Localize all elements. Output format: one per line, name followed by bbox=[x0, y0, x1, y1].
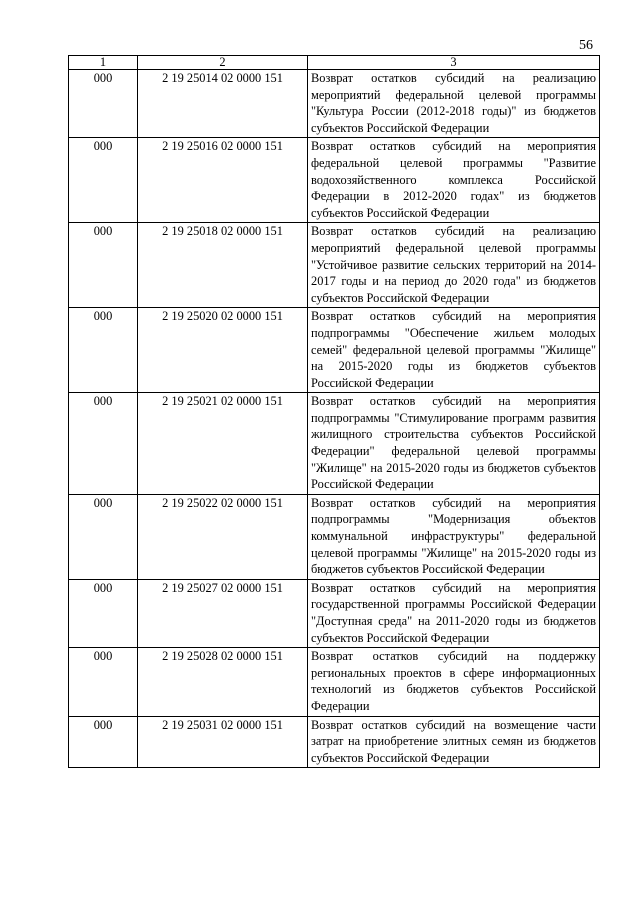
table-row bbox=[69, 393, 600, 495]
column-header-1: 1 bbox=[69, 56, 138, 70]
table-row bbox=[69, 308, 600, 393]
income-name-cell: Возврат остатков субсидий на реализацию мероприятий федеральной целевой программы "Устойчивое развитие сельских территорий на 2014-2017 годы и на период до 2020 года" из бюджетов субъектов Российской Федерации bbox=[308, 223, 600, 308]
income-name-cell: Возврат остатков субсидий на возмещение части затрат на приобретение элитных семян из бюджетов субъектов Российской Федерации bbox=[308, 716, 600, 768]
admin-code-cell: 000 bbox=[69, 648, 138, 716]
admin-code-cell: 000 bbox=[69, 579, 138, 647]
classification-code-cell: 2 19 25020 02 0000 151 bbox=[138, 308, 308, 393]
classification-code-cell: 2 19 25018 02 0000 151 bbox=[138, 223, 308, 308]
classification-code-cell: 2 19 25014 02 0000 151 bbox=[138, 70, 308, 138]
column-header-2: 2 bbox=[138, 56, 308, 70]
classification-code-cell: 2 19 25016 02 0000 151 bbox=[138, 138, 308, 223]
classification-code-cell: 2 19 25027 02 0000 151 bbox=[138, 579, 308, 647]
admin-code-cell: 000 bbox=[69, 223, 138, 308]
income-name-cell: Возврат остатков субсидий на мероприятия подпрограммы "Обеспечение жильем молодых семей" федеральной целевой программы "Жилище" на 2015-2020 годы из бюджетов субъектов Российской Федерации bbox=[308, 308, 600, 393]
table-row bbox=[69, 716, 600, 768]
income-name-cell: Возврат остатков субсидий на реализацию мероприятий федеральной целевой программы "Культура России (2012-2018 годы)" из бюджетов субъектов Российской Федерации bbox=[308, 70, 600, 138]
admin-code-cell: 000 bbox=[69, 70, 138, 138]
admin-code-cell: 000 bbox=[69, 716, 138, 768]
classification-code-cell: 2 19 25021 02 0000 151 bbox=[138, 393, 308, 495]
table-header-row bbox=[69, 56, 600, 70]
income-name-cell: Возврат остатков субсидий на мероприятия государственной программы Российской Федерации "Доступная среда" на 2011-2020 годы из бюджетов субъектов Российской Федерации bbox=[308, 579, 600, 647]
income-name-cell: Возврат остатков субсидий на мероприятия подпрограммы "Стимулирование программ развития жилищного строительства субъектов Российской Федерации" федеральной целевой программы "Жилище" на 2015-2020 годы из бюджетов субъектов Российской Федерации bbox=[308, 393, 600, 495]
classification-code-cell: 2 19 25022 02 0000 151 bbox=[138, 494, 308, 579]
admin-code-cell: 000 bbox=[69, 138, 138, 223]
income-name-cell: Возврат остатков субсидий на поддержку региональных проектов в сфере информационных технологий из бюджетов субъектов Российской Федерации bbox=[308, 648, 600, 716]
classification-code-cell: 2 19 25031 02 0000 151 bbox=[138, 716, 308, 768]
table-row bbox=[69, 579, 600, 647]
admin-code-cell: 000 bbox=[69, 308, 138, 393]
budget-classification-table bbox=[68, 55, 600, 768]
table-row bbox=[69, 494, 600, 579]
column-header-3: 3 bbox=[308, 56, 600, 70]
income-name-cell: Возврат остатков субсидий на мероприятия подпрограммы "Модернизация объектов коммунальной инфраструктуры" федеральной целевой программы "Жилище" на 2015-2020 годы из бюджетов субъектов Российской Федерации bbox=[308, 494, 600, 579]
table-row bbox=[69, 648, 600, 716]
table-row bbox=[69, 138, 600, 223]
income-name-cell: Возврат остатков субсидий на мероприятия федеральной целевой программы "Развитие водохозяйственного комплекса Российской Федерации в 2012-2020 годах" из бюджетов субъектов Российской Федерации bbox=[308, 138, 600, 223]
admin-code-cell: 000 bbox=[69, 393, 138, 495]
classification-code-cell: 2 19 25028 02 0000 151 bbox=[138, 648, 308, 716]
admin-code-cell: 000 bbox=[69, 494, 138, 579]
page-number: 56 bbox=[579, 38, 593, 53]
table-row bbox=[69, 70, 600, 138]
table-row bbox=[69, 223, 600, 308]
